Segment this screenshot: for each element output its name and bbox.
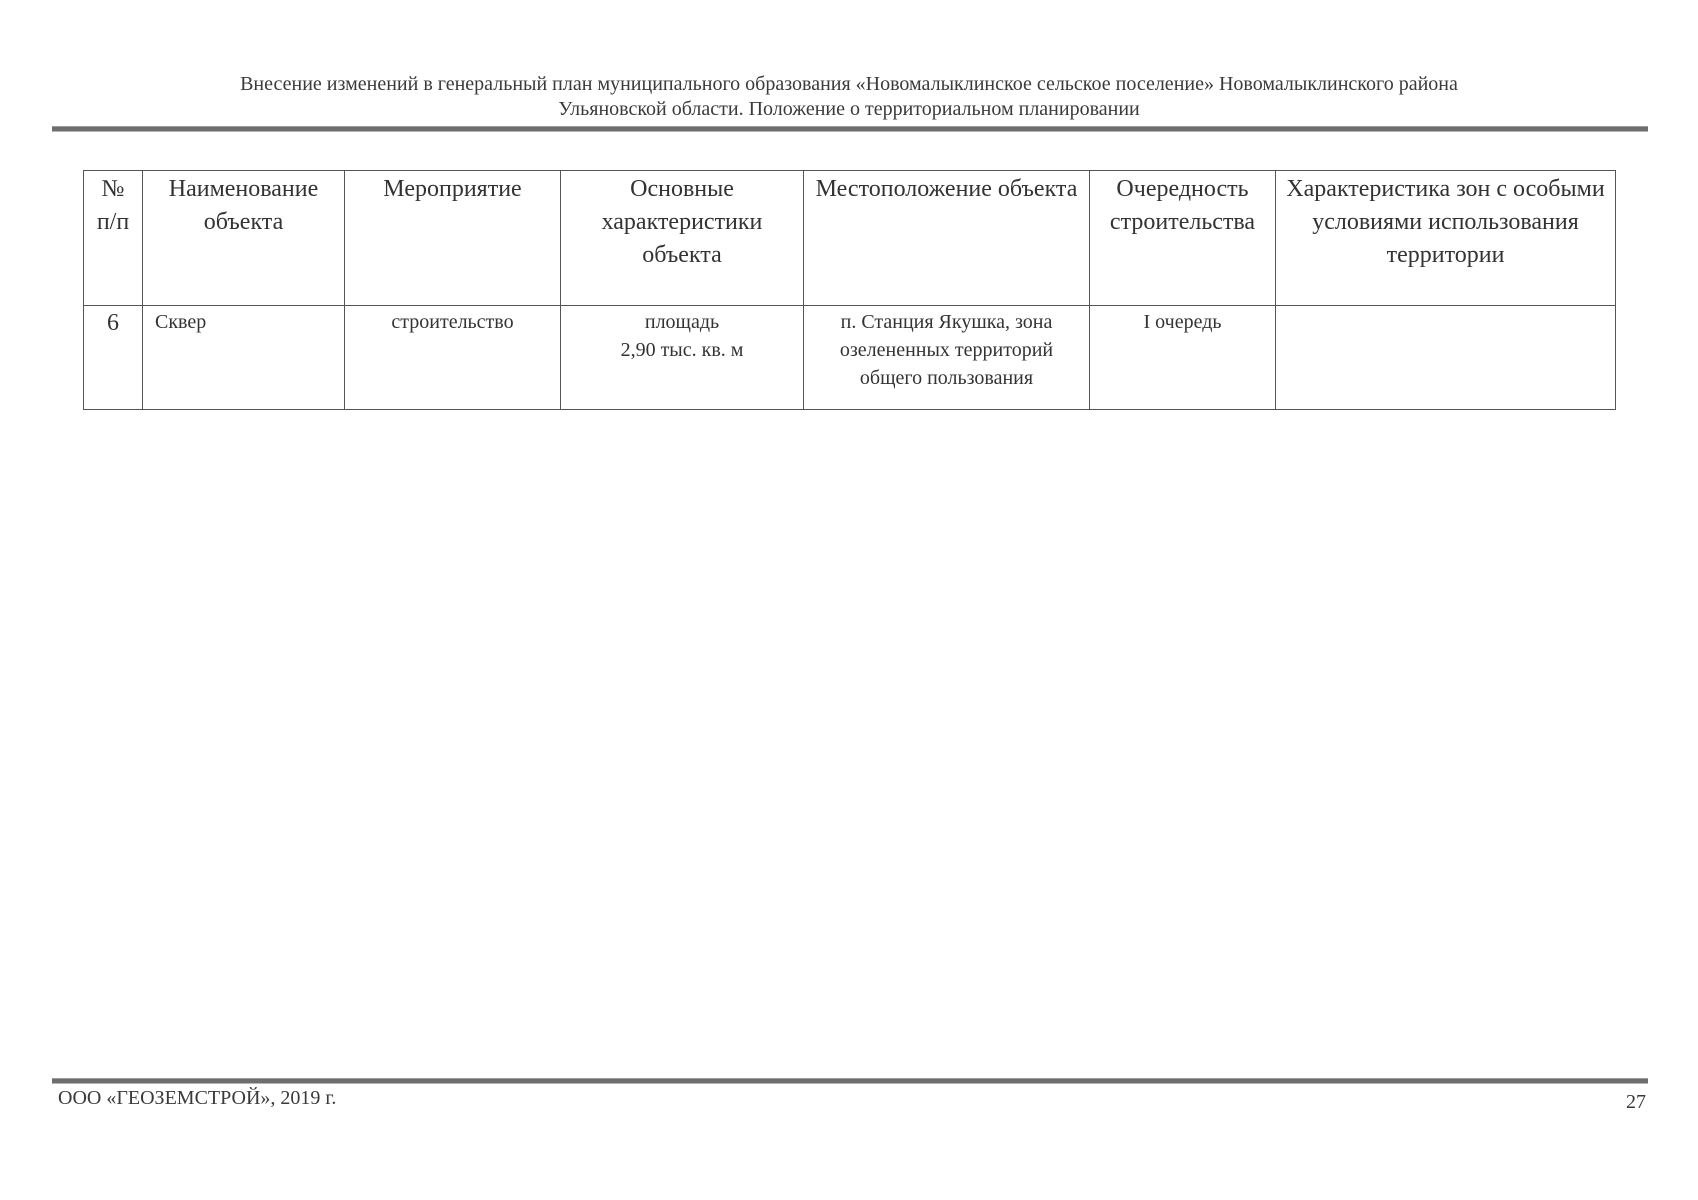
cell-zones xyxy=(1276,306,1616,410)
col-header-zones: Характеристика зон с особыми условиями использования территории xyxy=(1276,171,1616,306)
table-row xyxy=(84,306,1616,410)
cell-location: п. Станция Якушка, зона озелененных территорий общего пользования xyxy=(804,306,1090,410)
objects-table xyxy=(83,170,1616,410)
col-header-characteristics: Основные характеристики объекта xyxy=(561,171,804,306)
col-header-location: Местоположение объекта xyxy=(804,171,1090,306)
document-header xyxy=(60,72,1638,122)
characteristics-line-1: площадь xyxy=(644,311,720,333)
footer-rule xyxy=(52,1078,1648,1084)
characteristics-line-2: 2,90 тыс. кв. м xyxy=(620,339,744,361)
cell-name: Сквер xyxy=(143,306,345,410)
cell-stage: I очередь xyxy=(1090,306,1276,410)
cell-action: строительство xyxy=(345,306,561,410)
cell-characteristics xyxy=(561,306,804,410)
header-rule xyxy=(52,126,1648,132)
footer-company: ООО «ГЕОЗЕМСТРОЙ», 2019 г. xyxy=(58,1087,337,1109)
cell-num: 6 xyxy=(84,306,143,410)
col-header-stage: Очередность строительства xyxy=(1090,171,1276,306)
table-header-row xyxy=(84,171,1616,306)
col-header-num: № п/п xyxy=(84,171,143,306)
header-line-2: Ульяновской области. Положение о территориальном планировании xyxy=(558,98,1140,120)
page-number: 27 xyxy=(1626,1091,1646,1113)
header-line-1: Внесение изменений в генеральный план муниципального образования «Новомалыклинское сельское поселение» Новомалыклинского района xyxy=(240,73,1458,95)
col-header-name: Наименование объекта xyxy=(143,171,345,306)
col-header-action: Мероприятие xyxy=(345,171,561,306)
